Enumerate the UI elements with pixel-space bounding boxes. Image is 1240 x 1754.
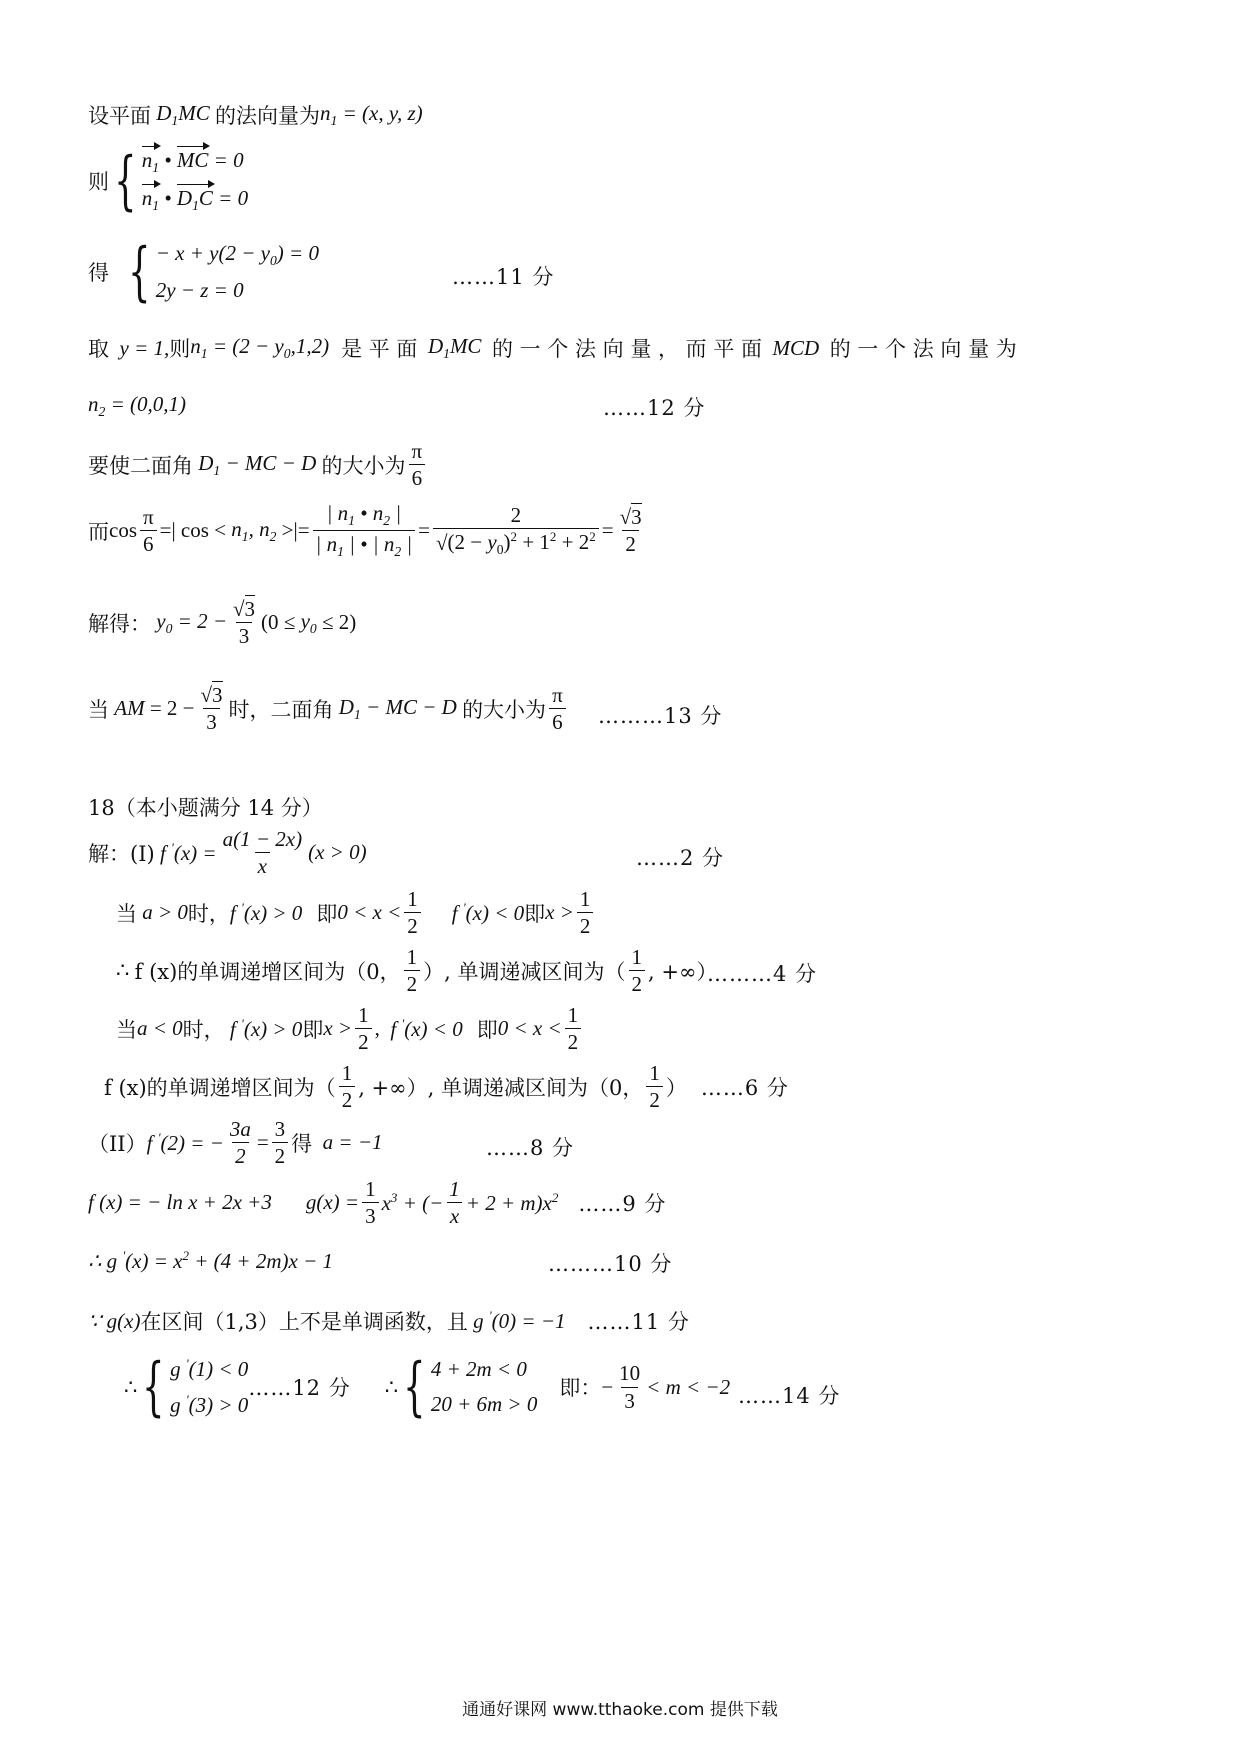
formula-plane-d1mc: $D_1MC$ <box>151 101 215 128</box>
line-monotonic-2: f (x)的单调递增区间为（ $\frac{1}{2}$ , +∞）, 单调递减区间为（0， $\frac{1}{2}$ ） ……6 分 <box>104 1061 789 1113</box>
line-take-y: 取 y = 1, 则 $n_1 = (2 - y_0,1,2)$ 是 平 面 $D_1MC$ 的 一 个 法 向 量 ， 而 平 面 MCD 的 一 个 法 向 量 为 <box>88 334 1017 361</box>
line-derivative: 解：(I) f '(x) = $\frac{a(1 - 2x)}{x}$ (x > 0) <box>88 827 367 879</box>
left-brace: { <box>114 143 137 218</box>
line-monotonic-1: ∴ f (x)的单调递增区间为（0， $\frac{1}{2}$ ）, 单调递减区间为（ $\frac{1}{2}$ , +∞） <box>116 945 718 997</box>
score-10: ………10 分 <box>548 1252 673 1276</box>
formula-n1: $n_1 = (x$, y, z) <box>320 101 423 128</box>
score-4: ………4 分 <box>707 962 818 986</box>
line-equations: 得 { − $x + y(2 - y_0) = 0$ 2y − z = 0 <box>88 235 319 309</box>
score-13: ………13 分 <box>598 704 723 728</box>
score-11b: ……11 分 <box>587 1310 690 1334</box>
line-final-system: ∴ { g '(1) < 0 g '(3) > 0 ……12 分 ∴ { 4 + 2m < 0 20 + 6m > 0 即： − $\frac{10}{3}$ < m < −2 <box>124 1350 731 1424</box>
score-12: ……12 分 <box>603 396 706 420</box>
score-11: ……11 分 <box>452 265 555 289</box>
left-brace: { <box>403 1350 426 1424</box>
line-g-derivative: ∴ g $'(x) = x^2 + (4 + 2m)x - 1$ <box>88 1248 334 1273</box>
score-14: ……14 分 <box>738 1384 841 1408</box>
system-2: { − $x + y(2 - y_0) = 0$ 2y − z = 0 <box>128 235 319 309</box>
line-n2: $n_2 = (0,0,1)$ <box>88 392 186 419</box>
line-conclusion: 当 AM = 2 − $\frac{√3}{3}$ 时，二面角 $D_1$ − MC − D 的大小为 $\frac{\pi}{6}$ <box>88 684 569 733</box>
line-cos-formula: 而 cos $\frac{\pi}{6}$ =| cos < $n_1$, $n_2$ >|= $\frac{| n_1 • n_2 |}{| n_1 | • | n_2 |}$ = $\frac{2}{√(2 - y_0)^2 + 1^2 + 2^2}$ = $\frac{√3}{2}$ <box>88 501 642 559</box>
system-4: { 4 + 2m < 0 20 + 6m > 0 <box>403 1350 538 1424</box>
score-9: ……9 分 <box>578 1191 667 1216</box>
page-footer: 通通好课网 www.tthaoke.com 提供下载 <box>462 1700 778 1720</box>
left-brace: { <box>128 235 151 309</box>
line-normal-vector-def: 设平面 $D_1MC$ 的法向量为 $n_1 = (x$, y, z) <box>88 101 423 128</box>
score-8: ……8 分 <box>486 1136 575 1160</box>
line-not-monotonic: ∵ g(x) 在区间（1,3）上不是单调函数，且 g '(0) = −1 ……11 分 <box>88 1306 690 1336</box>
question-18-title: 18（本小题满分 14 分） <box>88 796 323 820</box>
score-6: ……6 分 <box>700 1075 789 1100</box>
line-part-ii: （II） f '(2) = − $\frac{3a}{2}$ = $\frac{3}{2}$ 得 a = −1 <box>88 1117 383 1169</box>
left-brace: { <box>142 1350 165 1424</box>
line-f-and-g: f (x) = − ln x + 2x +3 g(x) = $\frac{1}{3}$ $x^3$ + (− $\frac{1}{x}$ + $2 + m)x^2$ ……9 分 <box>88 1177 667 1229</box>
score-2: ……2 分 <box>636 846 725 870</box>
score-12b: ……12 分 <box>248 1376 351 1400</box>
system-3: { g '(1) < 0 g '(3) > 0 <box>142 1350 249 1424</box>
line-case-a-negative: 当 a < 0 时， f '(x) > 0 即 x > $\frac{1}{2}$ , f '(x) < 0 即 0 < x < $\frac{1}{2}$ <box>116 1004 584 1053</box>
line-dot-product-system: 则 { $n_1$ • MC = 0 $n_1$ • $D_1C = 0$ <box>88 143 249 218</box>
line-dihedral-angle: 要使二面角 $D_1$ − MC − D 的大小为 $\frac{\pi}{6}$ <box>88 440 428 489</box>
line-solve-y0: 解得： $y_0 = 2$ − $\frac{√3}{3}$ (0 ≤ $y_0$ ≤ 2) <box>88 597 357 649</box>
line-case-a-positive: 当 a > 0 时， f '(x) > 0 即 0 < x < $\frac{1}{2}$ f '(x) < 0 即 x > $\frac{1}{2}$ <box>116 888 596 937</box>
system-1: { $n_1$ • MC = 0 $n_1$ • $D_1C = 0$ <box>114 143 249 218</box>
